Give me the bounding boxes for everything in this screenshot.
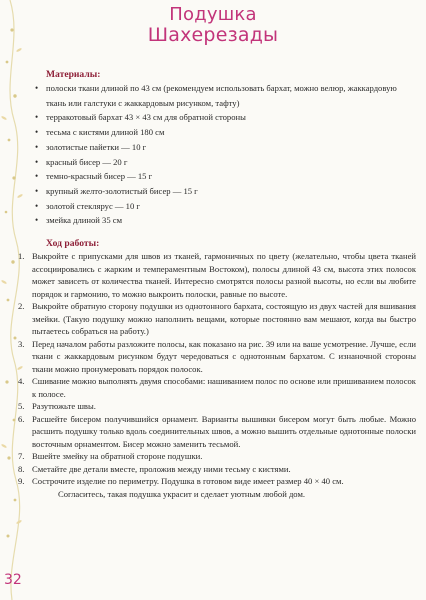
step-text: Вшейте змейку на обратной стороне подушки.	[32, 451, 203, 461]
material-item: • красный бисер — 20 г	[34, 155, 404, 170]
material-item: • темно-красный бисер — 15 г	[34, 169, 404, 184]
step-number: 7.	[18, 451, 25, 461]
step-item	[18, 400, 416, 413]
material-item: • полоски ткани длиной по 43 см (рекомендуем использовать бархат, можно велюр, жаккардовую ткань или галстуки с жаккардовым рисунком, тафту)	[34, 81, 404, 110]
step-number: 5.	[18, 401, 25, 411]
materials-heading: Материалы:	[46, 69, 101, 80]
material-item: • золотой стеклярус — 10 г	[34, 199, 404, 214]
step-item	[18, 450, 416, 463]
material-item: • крупный желто-золотистый бисер — 15 г	[34, 184, 404, 199]
step-number: 9.	[18, 476, 25, 486]
step-item	[18, 413, 416, 451]
step-item	[18, 300, 416, 338]
title-line-2: Шахерезады	[147, 24, 279, 46]
closing-remark: Согласитесь, такая подушка украсит и сделает уютным любой дом.	[58, 488, 306, 499]
work-steps	[18, 250, 416, 500]
step-item	[18, 375, 416, 400]
step-item	[18, 250, 416, 300]
step-number: 6.	[18, 413, 25, 424]
step-item	[18, 338, 416, 376]
step-text: Сметайте две детали вместе, проложив между ними тесьму с кистями.	[32, 463, 291, 474]
step-number: 1.	[18, 251, 25, 261]
material-item: • золотистые пайетки — 10 г	[34, 140, 404, 155]
step-number: 2.	[18, 301, 25, 311]
step-text: Выкройте с припусками для швов из тканей, гармоничных по цвету (желательно, чтобы цвета тканей ассоциировались с жарким и темпераментным Востоком), полосы длиной 43 см, высота этих полосок может зависеть от количества тканей. Интересно смотрятся полосы разной высоты, но если вы любите порядок и гармонию, то можно выкроить полоски, равные по высоте.	[32, 251, 416, 299]
page-title	[0, 4, 426, 46]
step-text: Выкройте обратную сторону подушки из однотонного бархата, состоящую из двух частей для вшивания змейки. (Такую подушку можно наполнить вещами, которые постоянно вам мешают, когда вы быстро пытаетесь собраться на работу.)	[32, 301, 416, 336]
materials-list	[34, 81, 404, 228]
material-item: • змейка длиной 35 см	[34, 213, 404, 228]
page-number: 32	[4, 572, 22, 588]
step-text: Расшейте бисером получившийся орнамент. Варианты вышивки бисером могут быть любые. Можно расшить подушку только вдоль соединительных швов, а можно вышить отдельные однотонные полоски восточным орнаментом. Бисер можно заменить тесьмой.	[32, 413, 416, 449]
step-number: 4.	[18, 376, 25, 386]
material-item: • терракотовый бархат 43 × 43 см для обратной стороны	[34, 110, 404, 125]
step-number: 8.	[18, 463, 25, 474]
step-number: 3.	[18, 338, 25, 349]
material-item: • тесьма с кистями длиной 180 см	[34, 125, 404, 140]
step-text: Сострочите изделие по периметру. Подушка в готовом виде имеет размер 40 × 40 см.	[32, 476, 344, 486]
step-text: Разутюжьте швы.	[32, 401, 96, 411]
step-item	[18, 475, 416, 488]
step-text: Сшивание можно выполнять двумя способами: нашиванием полос по основе или пришиванием полосок к полосе.	[32, 376, 416, 399]
step-text: Перед началом работы разложите полосы, как показано на рис. 39 или на ваше усмотрение. Лучше, если ткани с жаккардовым рисунком будут чередоваться с однотонным бархатом. С изнаночной стороны ткани можно пронумеровать порядок полосок.	[32, 338, 416, 374]
work-heading: Ход работы:	[46, 238, 100, 249]
step-item	[18, 463, 416, 476]
title-line-1: Подушка	[169, 4, 257, 25]
